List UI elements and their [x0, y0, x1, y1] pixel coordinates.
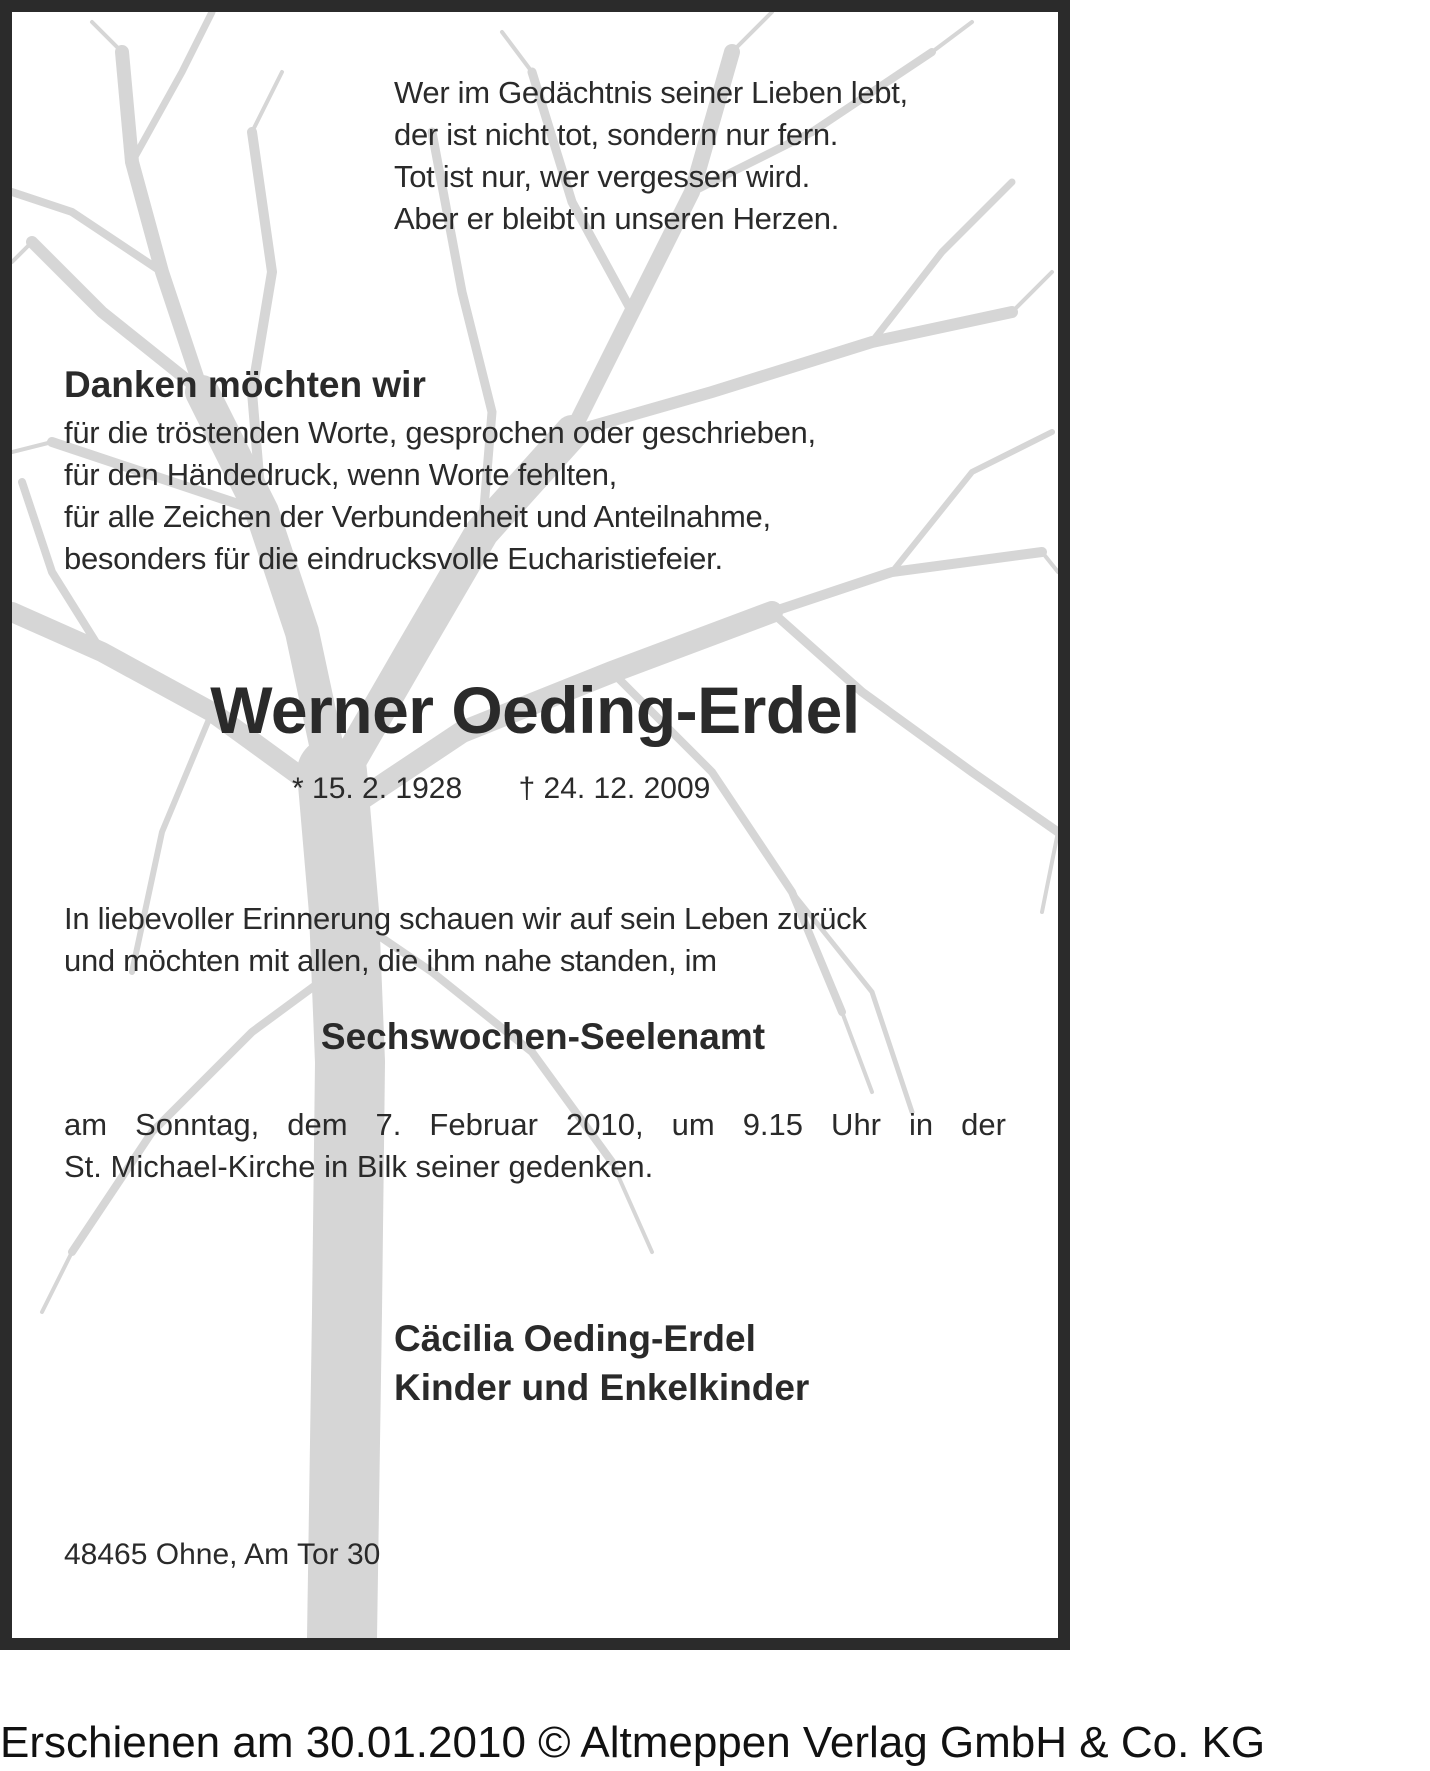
thanks-heading: Danken möchten wir [64, 364, 426, 405]
thanks-line: für den Händedruck, wenn Worte fehlten, [64, 457, 617, 492]
poem-line: Tot ist nur, wer vergessen wird. [394, 159, 810, 194]
poem-line: der ist nicht tot, sondern nur fern. [394, 117, 839, 152]
poem-line: Wer im Gedächtnis seiner Lieben lebt, [394, 75, 908, 110]
signature-line: Cäcilia Oeding-Erdel [394, 1318, 756, 1359]
life-dates [292, 772, 710, 806]
memory-text [64, 898, 867, 982]
memory-line: und möchten mit allen, die ihm nahe standen, im [64, 943, 717, 978]
thanks-text [64, 412, 816, 580]
signature [394, 1314, 809, 1412]
poem-line: Aber er bleibt in unseren Herzen. [394, 201, 840, 236]
memory-line: In liebevoller Erinnerung schauen wir auf sein Leben zurück [64, 901, 867, 936]
service-location-line: St. Michael-Kirche in Bilk seiner gedenken. [64, 1149, 654, 1184]
thanks-line: besonders für die eindrucksvolle Eucharistiefeier. [64, 541, 723, 576]
birth-date: * 15. 2. 1928 [292, 772, 463, 805]
death-date: † 24. 12. 2009 [518, 772, 711, 805]
card-content [12, 12, 1058, 1638]
thanks-line: für alle Zeichen der Verbundenheit und Anteilnahme, [64, 499, 771, 534]
publication-footer: Erschienen am 30.01.2010 © Altmeppen Verlag GmbH & Co. KG [0, 1718, 1266, 1767]
service-details [64, 1104, 1006, 1188]
address: 48465 Ohne, Am Tor 30 [64, 1538, 381, 1571]
poem [394, 72, 908, 240]
deceased-name: Werner Oeding-Erdel [210, 673, 860, 747]
service-title: Sechswochen-Seelenamt [320, 1016, 766, 1057]
signature-line: Kinder und Enkelkinder [394, 1367, 810, 1408]
service-date-line: am Sonntag, dem 7. Februar 2010, um 9.15 Uhr in der [64, 1107, 1006, 1142]
thanks-line: für die tröstenden Worte, gesprochen oder geschrieben, [64, 415, 816, 450]
